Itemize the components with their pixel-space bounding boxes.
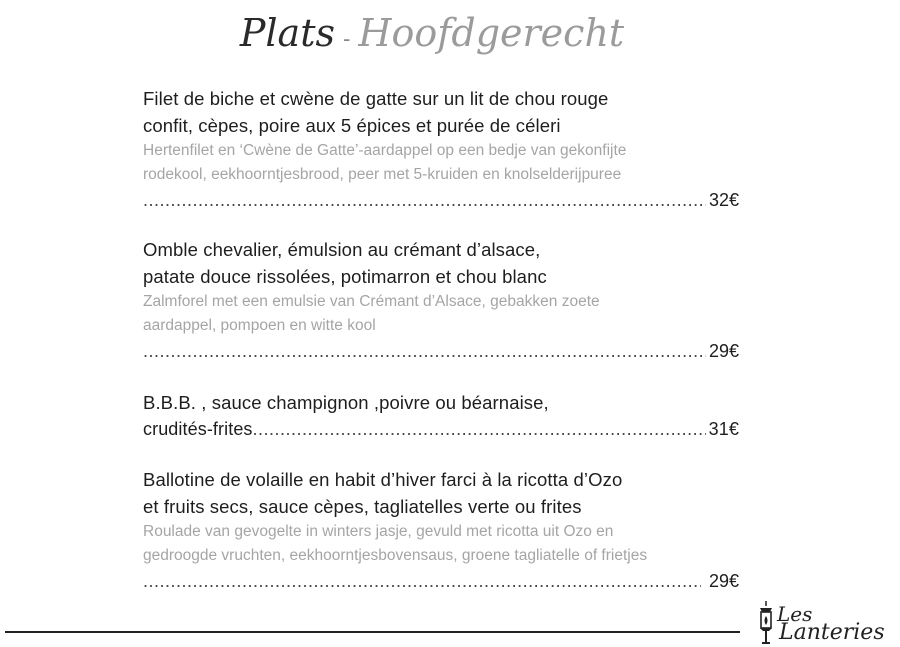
- price-line: [143, 416, 739, 443]
- menu-item-ballotine: [143, 466, 743, 595]
- dish-name-fr: B.B.B. , sauce champignon ,poivre ou béarnaise,: [143, 392, 549, 413]
- dish-price: 29€: [708, 341, 739, 361]
- title-main: Plats: [239, 11, 335, 55]
- price-line: [143, 187, 739, 214]
- dot-leader: [143, 568, 701, 595]
- dot-leader: [143, 187, 706, 214]
- dish-name-fr: confit, cèpes, poire aux 5 épices et purée de céleri: [143, 115, 561, 136]
- title-subtitle: Hoofdgerecht: [358, 11, 625, 55]
- dish-price: 29€: [708, 571, 739, 591]
- dish-price: 32€: [708, 190, 739, 210]
- logo-text-line1: Les: [777, 602, 813, 626]
- dish-name-nl: Hertenfilet en ‘Cwène de Gatte’-aardappel op een bedje van gekonfijte: [143, 142, 627, 159]
- dish-name-fr: Omble chevalier, émulsion au crémant d’alsace,: [143, 239, 541, 260]
- dish-name-nl: aardappel, pompoen en witte kool: [143, 317, 376, 334]
- menu-item-omble: [143, 236, 743, 365]
- footer-divider: [5, 631, 740, 633]
- page-title: [0, 8, 882, 65]
- dish-name-fr: crudités-frites: [143, 419, 253, 439]
- dish-name-nl: Roulade van gevogelte in winters jasje, gevuld met ricotta uit Ozo en: [143, 523, 614, 540]
- dot-leader: [143, 338, 706, 365]
- menu-item-bbb: [143, 389, 743, 443]
- dish-name-fr: patate douce rissolées, potimarron et chou blanc: [143, 266, 547, 287]
- lantern-icon: [755, 600, 777, 644]
- menu-item-biche: [143, 85, 743, 214]
- dot-leader: [253, 416, 706, 443]
- logo-text-line2: Lanteries: [779, 620, 885, 645]
- dish-name-fr: Filet de biche et cwène de gatte sur un lit de chou rouge: [143, 88, 609, 109]
- dish-name-fr: et fruits secs, sauce cèpes, tagliatelles verte ou frites: [143, 496, 582, 517]
- dish-name-fr: Ballotine de volaille en habit d’hiver farci à la ricotta d’Ozo: [143, 469, 623, 490]
- restaurant-logo: [755, 600, 900, 647]
- price-line: [143, 568, 739, 595]
- dish-price: 31€: [708, 419, 739, 439]
- title-separator: -: [342, 27, 351, 52]
- price-line: [143, 338, 739, 365]
- dish-name-nl: rodekool, eekhoorntjesbrood, peer met 5-kruiden en knolselderijpuree: [143, 166, 622, 183]
- dish-name-nl: Zalmforel met een emulsie van Crémant d’Alsace, gebakken zoete: [143, 293, 600, 310]
- dish-name-nl: gedroogde vruchten, eekhoorntjesbovensaus, groene tagliatelle of frietjes: [143, 547, 648, 564]
